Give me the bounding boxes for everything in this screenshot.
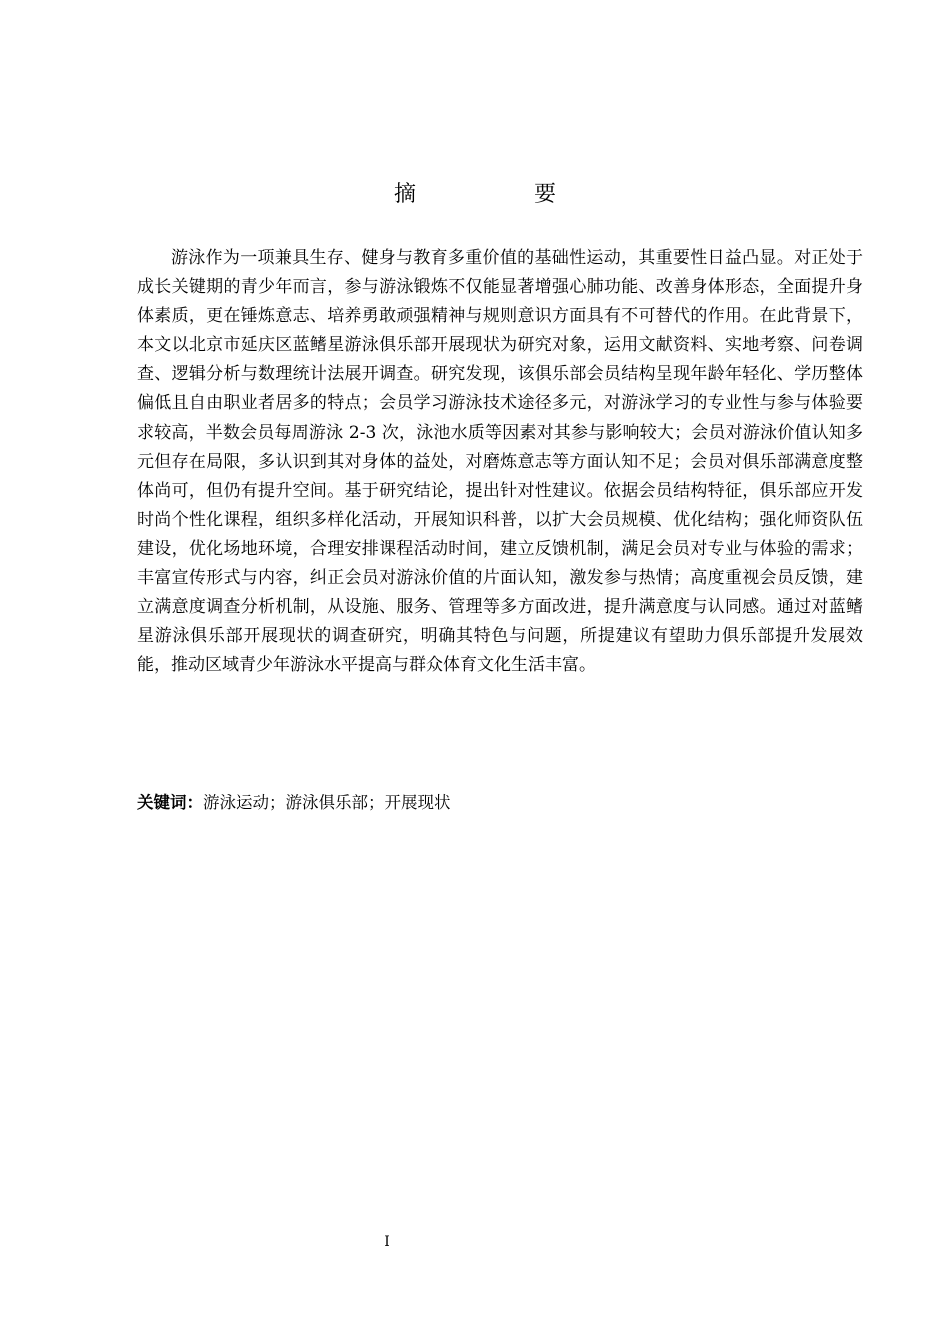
keywords-line: [137, 788, 863, 817]
keywords-text: 游泳运动；游泳俱乐部；开展现状: [203, 793, 451, 812]
abstract-title: 摘 要: [393, 182, 604, 207]
keywords-label: 关键词：: [137, 793, 203, 812]
page-number: I: [384, 1234, 390, 1250]
abstract-paragraph: 游泳作为一项兼具生存、健身与教育多重价值的基础性运动，其重要性日益凸显。对正处于成长关键期的青少年而言，参与游泳锻炼不仅能显著增强心肺功能、改善身体形态，全面提升身体素质，更在锤炼意志、培养勇敢顽强精神与规则意识方面具有不可替代的作用。在此背景下，本文以北京市延庆区蓝鳍星游泳俱乐部开展现状为研究对象，运用文献资料、实地考察、问卷调查、逻辑分析与数理统计法展开调查。研究发现，该俱乐部会员结构呈现年龄年轻化、学历整体偏低且自由职业者居多的特点；会员学习游泳技术途径多元，对游泳学习的专业性与参与体验要求较高，半数会员每周游泳 2-3 次，泳池水质等因素对其参与影响较大；会员对游泳价值认知多元但存在局限，多认识到其对身体的益处，对磨炼意志等方面认知不足；会员对俱乐部满意度整体尚可，但仍有提升空间。基于研究结论，提出针对性建议。依据会员结构特征，俱乐部应开发时尚个性化课程，组织多样化活动，开展知识科普，以扩大会员规模、优化结构；强化师资队伍建设，优化场地环境，合理安排课程活动时间，建立反馈机制，满足会员对专业与体验的需求；丰富宣传形式与内容，纠正会员对游泳价值的片面认知，激发参与热情；高度重视会员反馈，建立满意度调查分析机制，从设施、服务、管理等多方面改进，提升满意度与认同感。通过对蓝鳍星游泳俱乐部开展现状的调查研究，明确其特色与问题，所提建议有望助力俱乐部提升发展效能，推动区域青少年游泳水平提高与群众体育文化生活丰富。: [137, 248, 863, 676]
